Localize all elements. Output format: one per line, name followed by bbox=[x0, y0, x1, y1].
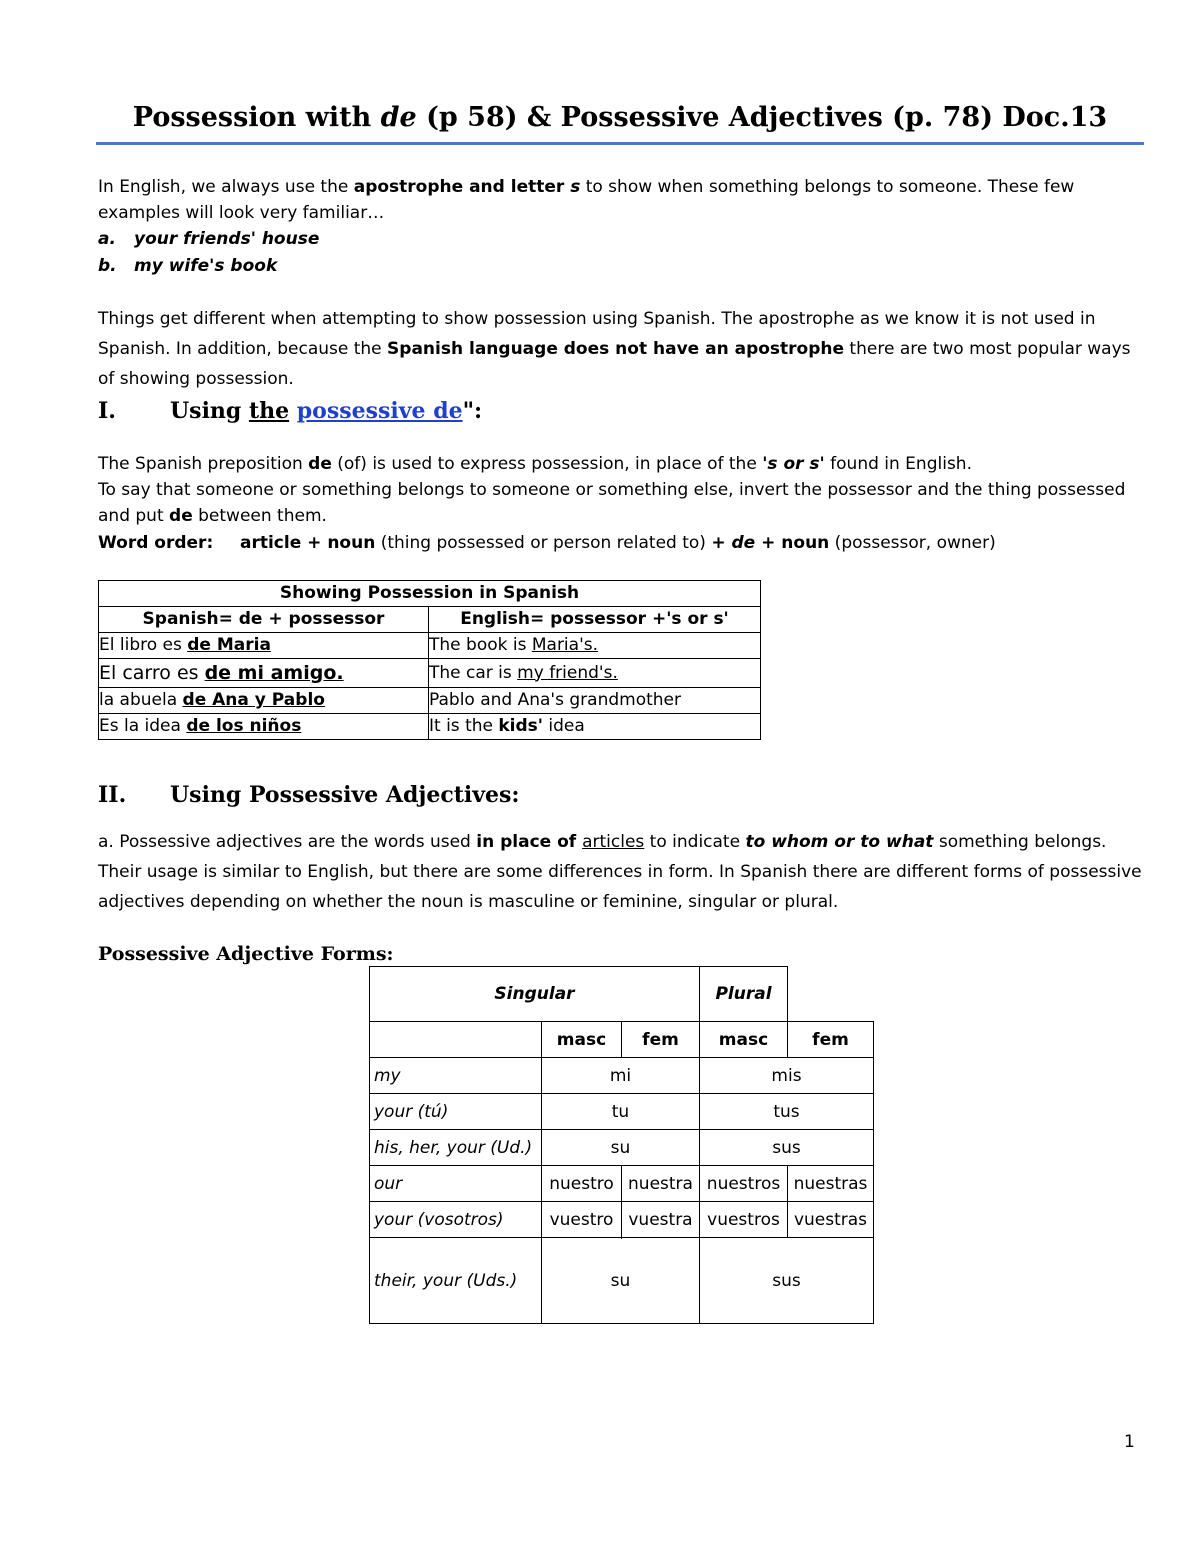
title-de: de bbox=[380, 102, 417, 133]
title-rule bbox=[96, 142, 1144, 145]
possessive-de-link[interactable]: possessive de bbox=[296, 398, 463, 424]
column-header-english: English= possessor +'s or s' bbox=[429, 607, 761, 633]
table-row: his, her, your (Ud.) su sus bbox=[370, 1130, 874, 1166]
table-row: your (tú) tu tus bbox=[370, 1094, 874, 1130]
header-plural: Plural bbox=[700, 967, 788, 1022]
possession-table-title: Showing Possession in Spanish bbox=[99, 581, 761, 607]
page-number: 1 bbox=[1124, 1432, 1135, 1452]
intro-paragraph: In English, we always use the apostrophe and letter s to show when something belongs to someone. These few examples will look very familiar… bbox=[98, 177, 1075, 223]
example-item-a: a. your friends' house bbox=[98, 229, 320, 249]
possessive-adjective-forms-table: Singular Plural masc fem masc fem my mi mis your (tú) tu tus his, her, your (Ud.) su sus our nuestro nuestra nuestros nuestras your (vosotros) vuestro vuestra vuestros vuestras sus their, your (Uds.) su bbox=[369, 966, 874, 1324]
table-row: El libro es de Maria The book is Maria's. bbox=[99, 633, 761, 659]
word-order-line: Word order: article + noun (thing possessed or person related to) + de + noun (possessor, owner) bbox=[98, 533, 996, 553]
table-row: Es la idea de los niños It is the kids' idea bbox=[99, 714, 761, 740]
preposition-paragraph: The Spanish preposition de (of) is used to express possession, in place of the 's or s' found in English. bbox=[98, 454, 972, 474]
possessive-adjectives-paragraph: a. Possessive adjectives are the words used in place of articles to indicate to whom or to what something belongs. Their usage is similar to English, but there are some differences in form. In Spanish there are different forms of possessive adjectives depending on whether the noun is masculine or feminine, singular or plural. bbox=[98, 832, 1142, 912]
document-title: Possession with de (p 58) & Possessive Adjectives (p. 78) Doc.13 bbox=[132, 102, 1108, 133]
section-heading-possessive-de: I. Using the possessive de": bbox=[98, 398, 483, 424]
table-row: El carro es de mi amigo. The car is my friend's. bbox=[99, 659, 761, 688]
section-heading-possessive-adjectives: II. Using Possessive Adjectives: bbox=[98, 782, 520, 808]
table-row: our nuestro nuestra nuestros nuestras bbox=[370, 1166, 874, 1202]
header-plural-fem: fem bbox=[788, 1022, 874, 1058]
spanish-apostrophe-paragraph: Things get different when attempting to show possession using Spanish. The apostrophe as we know it is not used in Spanish. In addition, because the Spanish language does not have an apostrophe there are two most popular ways of showing possession. bbox=[98, 309, 1131, 389]
possession-table bbox=[98, 580, 761, 740]
forms-heading: Possessive Adjective Forms: bbox=[98, 943, 394, 965]
invert-paragraph: To say that someone or something belongs to someone or something else, invert the possessor and the thing possessed and put de between them. bbox=[98, 480, 1126, 526]
header-singular: Singular bbox=[370, 967, 700, 1022]
table-row: my mi mis bbox=[370, 1058, 874, 1094]
header-singular-masc: masc bbox=[542, 1022, 622, 1058]
header-singular-fem: fem bbox=[622, 1022, 700, 1058]
header-plural-masc: masc bbox=[700, 1022, 788, 1058]
table-row: your (vosotros) vuestro vuestra vuestros vuestras bbox=[370, 1202, 874, 1238]
example-item-b: b. my wife's book bbox=[98, 256, 278, 276]
table-row: la abuela de Ana y Pablo Pablo and Ana's grandmother bbox=[99, 688, 761, 714]
column-header-spanish: Spanish= de + possessor bbox=[99, 607, 429, 633]
table-row: their, your (Uds.) su bbox=[370, 1238, 874, 1324]
